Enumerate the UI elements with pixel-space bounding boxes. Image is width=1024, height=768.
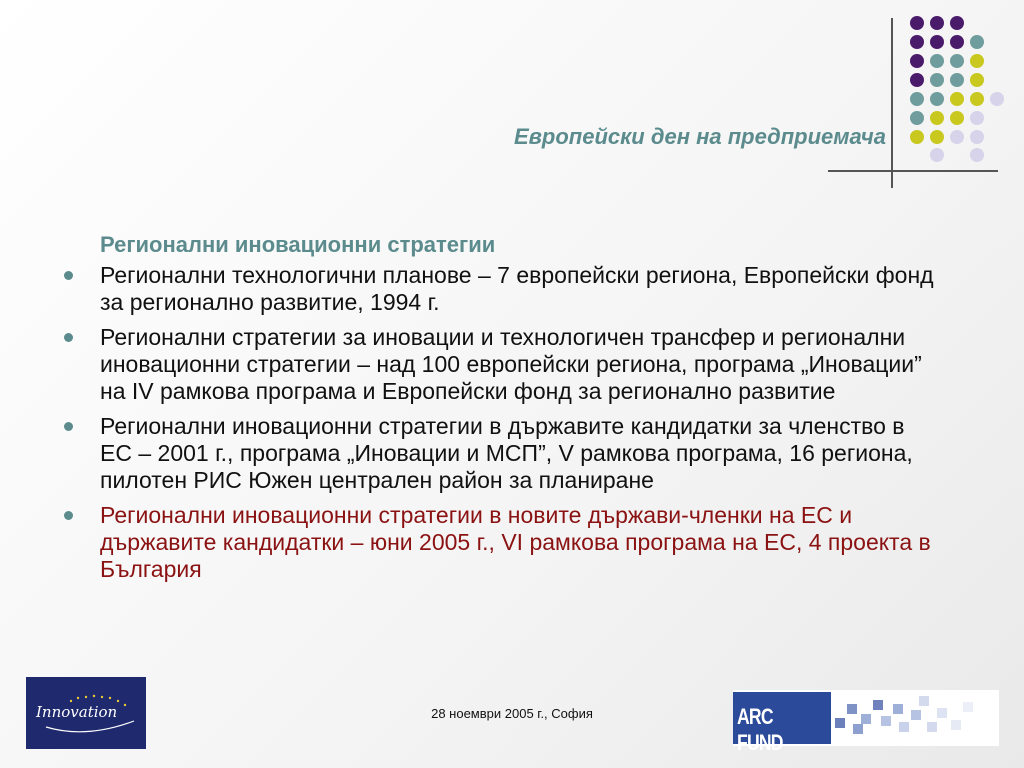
bullet-icon xyxy=(64,271,73,280)
bullet-item xyxy=(60,413,940,494)
bullet-icon xyxy=(64,333,73,342)
bullet-text: Регионални иновационни стратегии в държавите кандидатки за членство в ЕС – 2001 г., програма „Иновации и МСП”, V рамкова програма, 16 региона, пилотен РИС Южен централен район за планиране xyxy=(100,413,913,493)
decorative-dot-grid xyxy=(0,0,1024,180)
slide-title: Европейски ден на предприемача xyxy=(513,124,886,149)
bullet-item-highlighted xyxy=(60,502,940,583)
footer-date: 28 ноември 2005 г., София xyxy=(431,706,593,721)
bullet-item xyxy=(60,324,940,405)
bullet-text: Регионални стратегии за иновации и технологичен трансфер и регионални иновационни стратегии – над 100 европейски региона, програма „Иновации” на IV рамкова програма и Европейски фонд за регионално развитие xyxy=(100,324,922,404)
horizontal-divider xyxy=(828,170,998,172)
arc-fund-logo xyxy=(733,690,999,755)
arc-fund-logo-text: ARC FUND xyxy=(737,704,783,755)
bullet-icon xyxy=(64,422,73,431)
section-subheading: Регионални иновационни стратегии xyxy=(100,232,496,257)
bullet-list xyxy=(60,262,940,583)
innovation-logo-text: Innovation xyxy=(36,703,118,721)
arc-fund-pattern-icon xyxy=(833,690,999,746)
bullet-text: Регионални технологични планове – 7 европейски региона, Европейски фонд за регионално развитие, 1994 г. xyxy=(100,262,934,315)
bullet-text: Регионални иновационни стратегии в новите държави-членки на ЕС и държавите кандидатки – юни 2005 г., VI рамкова програма на ЕС, 4 проекта в България xyxy=(100,502,931,582)
bullet-icon xyxy=(64,511,73,520)
bullet-item xyxy=(60,262,940,316)
vertical-divider xyxy=(891,18,893,188)
arc-fund-logo-block xyxy=(733,692,831,755)
slide-content xyxy=(60,232,940,591)
